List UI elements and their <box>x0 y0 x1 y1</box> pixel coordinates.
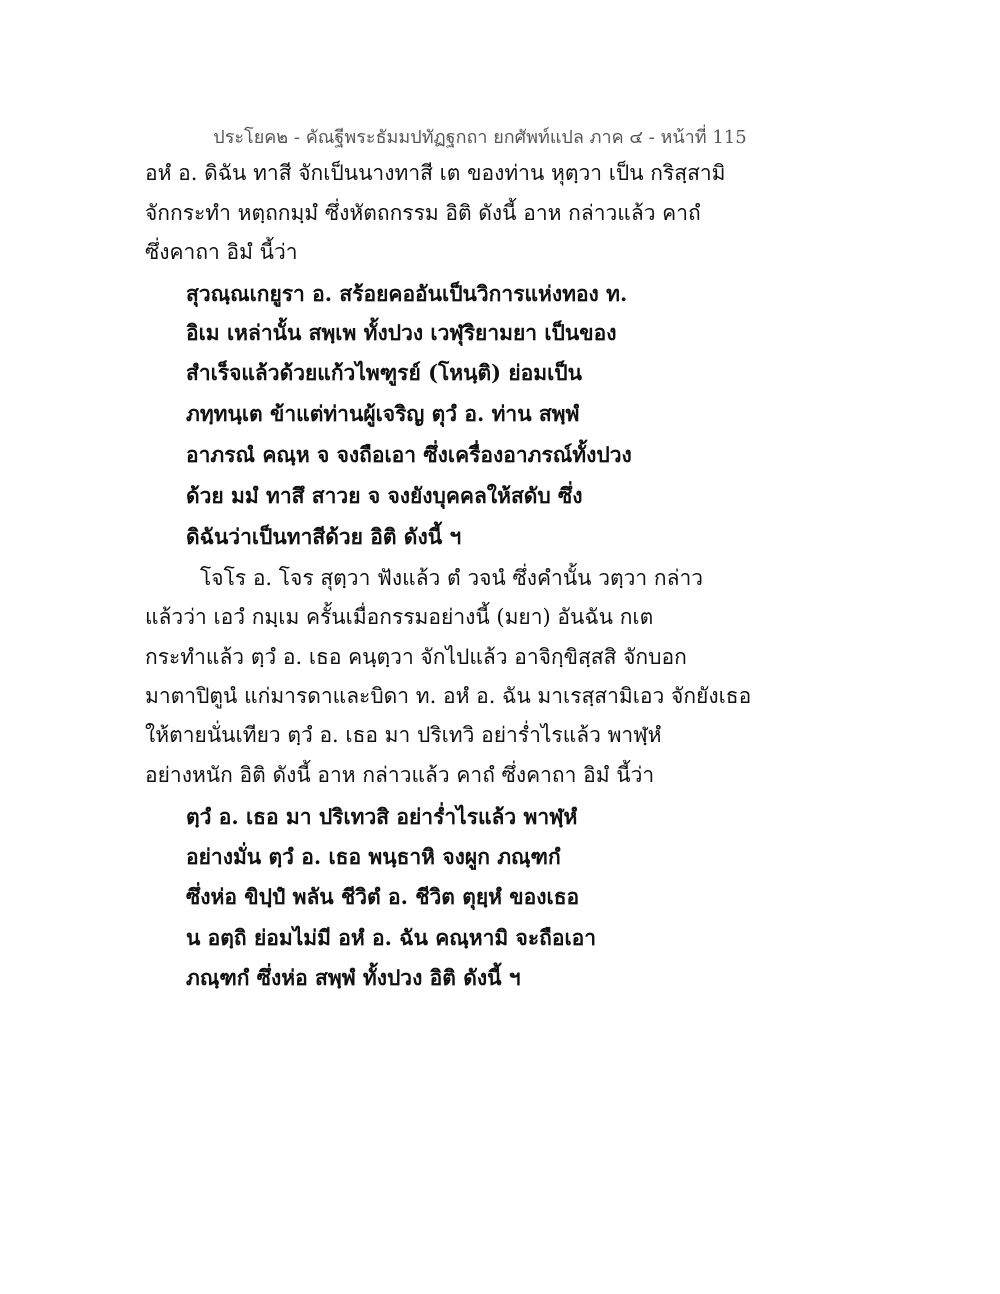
verse-line: อาภรณํ คณฺห จ จงถือเอา ซึ่งเครื่องอาภรณ์ทั้งปวง <box>186 442 632 467</box>
prose-line: อย่างหนัก อิติ ดังนี้ อาห กล่าวแล้ว คาถํ ซึ่งคาถา อิมํ นี้ว่า <box>145 763 655 787</box>
verse-line: ซึ่งห่อ ขิปฺปํ พลัน ชีวิตํ อ. ชีวิต ตุยฺหํ ของเธอ <box>186 884 580 909</box>
verse-line: ด้วย มมํ ทาสึ สาวย จ จงยังบุคคลให้สดับ ซึ่ง <box>186 483 583 508</box>
prose-line: กระทำแล้ว ตฺวํ อ. เธอ คนฺตฺวา จักไปแล้ว อาจิกฺขิสฺสสิ จักบอก <box>145 645 687 669</box>
verse-line: อย่างมั่น ตฺวํ อ. เธอ พนฺธาหิ จงผูก ภณฺฑกํ <box>186 844 561 869</box>
verse-line: ภณฺฑกํ ซึ่งห่อ สพฺพํ ทั้งปวง อิติ ดังนี้ ฯ <box>186 965 521 990</box>
prose-line: อหํ อ. ดิฉัน ทาสี จักเป็นนางทาสี เต ของท่าน หุตฺวา เป็น กริสฺสามิ <box>145 161 726 185</box>
prose-line: ให้ตายนั่นเทียว ตฺวํ อ. เธอ มา ปริเทวิ อย่าร่ำไรแล้ว พาฬฺหํ <box>145 723 662 747</box>
prose-line: จักกระทำ หตฺถกมฺมํ ซึ่งหัตถกรรม อิติ ดังนี้ อาห กล่าวแล้ว คาถํ <box>145 201 701 225</box>
verse-line: ภทฺทนฺเต ข้าแต่ท่านผู้เจริญ ตุวํ อ. ท่าน สพฺพํ <box>186 401 580 426</box>
prose-line: มาตาปิตูนํ แก่มารดาและบิดา ท. อหํ อ. ฉัน มาเรสฺสามิเอว จักยังเธอ <box>145 684 752 708</box>
verse-line: ดิฉันว่าเป็นทาสีด้วย อิติ ดังนี้ ฯ <box>186 524 462 549</box>
verse-line: สุวณฺณเกยูรา อ. สร้อยคออันเป็นวิการแห่งทอง ท. <box>186 281 628 306</box>
verse-line: อิเม เหล่านั้น สพฺเพ ทั้งปวง เวฬุริยามยา เป็นของ <box>186 320 617 345</box>
verse-line: สำเร็จแล้วด้วยแก้วไพฑูรย์ (โหนฺติ) ย่อมเป็น <box>186 360 582 385</box>
prose-line: โจโร อ. โจร สุตฺวา ฟังแล้ว ตํ วจนํ ซึ่งคำนั้น วตฺวา กล่าว <box>200 566 704 590</box>
prose-line: แล้วว่า เอวํ กมฺเม ครั้นเมื่อกรรมอย่างนี้ (มยา) อันฉัน กเต <box>145 605 654 629</box>
verse-line: น อตฺถิ ย่อมไม่มี อหํ อ. ฉัน คณฺหามิ จะถือเอา <box>186 925 597 950</box>
running-header: ประโยค๒ - คัณฐีพระธัมมปทัฏฐกถา ยกศัพท์แปล ภาค ๔ - หน้าที่ 115 <box>213 127 747 148</box>
verse-line: ตฺวํ อ. เธอ มา ปริเทวสิ อย่าร่ำไรแล้ว พาฬฺหํ <box>186 804 578 829</box>
prose-line: ซึ่งคาถา อิมํ นี้ว่า <box>145 240 298 264</box>
